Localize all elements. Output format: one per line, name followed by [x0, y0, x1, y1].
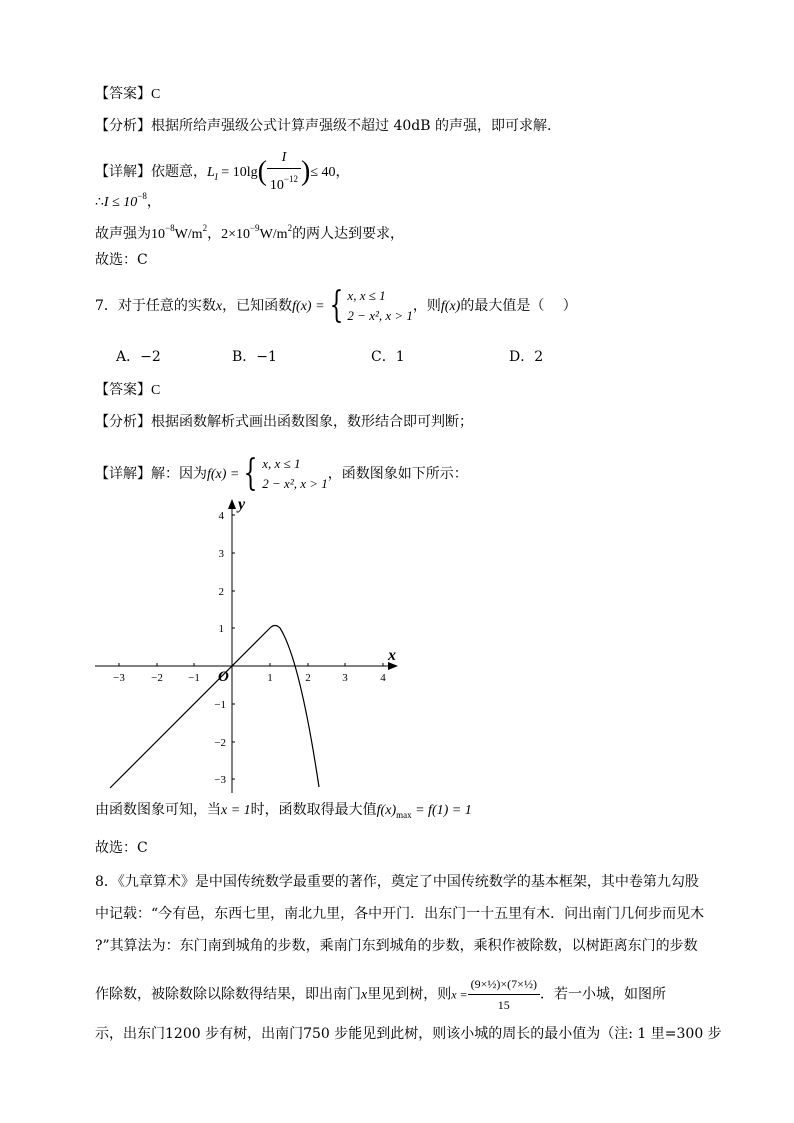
x-axis-label: x [388, 647, 396, 664]
origin-label: O [218, 669, 229, 685]
line4-a: 作除数，被除数除以除数得结果，即出南门 [95, 986, 361, 1003]
q8-frac-den: 15 [497, 998, 510, 1012]
conclusion-f: f(x) [376, 803, 397, 818]
y-tick-label: 1 [218, 623, 224, 635]
q6-therefore-line [95, 186, 161, 213]
analysis-text: 根据所给声强级公式计算声强级不超过 40dB 的声强，即可求解. [151, 118, 552, 134]
q7-stem [95, 286, 577, 326]
q6-analysis-line [95, 116, 551, 136]
brace: { [329, 285, 343, 326]
conclusion-x: x = 1 [221, 803, 251, 818]
x-tick-label: 4 [380, 672, 386, 684]
answer-value: C [151, 383, 161, 398]
piecewise-cases [262, 454, 327, 494]
option-d: D．2 [509, 349, 544, 365]
detail-fx: f(x) = [207, 467, 240, 482]
q8-line-3: ?”其算法为：东门南到城角的步数，乘南门东到城角的步数，乘积作被除数，以树距离东门的步数 [95, 938, 698, 954]
q6-choose-line: 故选：C [95, 252, 148, 268]
y-tick-label: −3 [214, 774, 226, 786]
q8-fraction [468, 974, 540, 1015]
option-b: B．−1 [232, 349, 277, 365]
q7-analysis-line [95, 412, 473, 432]
y-axis-arrow [228, 499, 236, 509]
case-1: x, x ≤ 1 [262, 456, 301, 471]
option-c: C．1 [371, 349, 405, 365]
analysis-text: 根据函数解析式画出函数图象，数形结合即可判断； [151, 414, 473, 430]
q7-fx: f(x) = [292, 299, 325, 314]
line4-xeq: x = [451, 987, 468, 1002]
q7-detail-line [95, 454, 468, 494]
q7-answer-line [95, 380, 160, 401]
conclusion-suffix: 的两人达到要求， [292, 226, 405, 242]
q7-conclusion-line [95, 800, 472, 825]
analysis-label: 【分析】 [95, 118, 151, 134]
function-graph [90, 495, 410, 795]
formula-lhs: L [207, 165, 215, 180]
x-tick-label: 3 [342, 672, 348, 684]
q7-stem-a: 7．对于任意的实数 [95, 298, 216, 314]
detail-suffix: ， [335, 164, 350, 180]
analysis-label: 【分析】 [95, 414, 151, 430]
x-tick-label: −2 [151, 672, 163, 684]
formula-eq: = 10lg [217, 165, 258, 180]
y-tick-label: 4 [218, 510, 224, 522]
frac-den: 10 [269, 178, 284, 193]
detail-a: 解：因为 [151, 466, 207, 482]
answer-label: 【答案】 [95, 382, 151, 398]
q8-line-1: 8．《九章算术》是中国传统数学最重要的著作，奠定了中国传统数学的基本框架，其中卷第九勾股 [95, 874, 699, 890]
paren-close: ) [301, 156, 311, 187]
q8-line-2: 中记载：“今有邑，东西七里，南北九里，各中开门．出东门一十五里有木．问出南门几何步而见木 [95, 906, 705, 922]
q7-stem-x: x [215, 299, 223, 314]
y-tick-label: −2 [214, 737, 226, 749]
therefore-exp: −8 [137, 191, 147, 201]
x-tick-label: 1 [267, 672, 273, 684]
conclusion-c: = f(1) = 1 [411, 803, 472, 818]
q7-stem-b: ，已知函数 [222, 298, 293, 314]
conclusion-v1: 10 [151, 227, 165, 242]
answer-label: 【答案】 [95, 86, 151, 102]
y-tick-label: −1 [214, 699, 226, 711]
brace: { [243, 453, 258, 494]
detail-label: 【详解】 [95, 466, 151, 482]
line4-b: 里见到树，则 [367, 986, 452, 1003]
x-tick-label: 2 [305, 672, 311, 684]
x-tick-label: −1 [188, 672, 200, 684]
frac-num: I [267, 148, 301, 169]
q6-conclusion-line [95, 218, 404, 245]
conclusion-v1-exp: −8 [165, 223, 175, 233]
frac-den-exp: −12 [283, 174, 298, 184]
q8-line-4 [95, 974, 666, 1015]
q7-stem-d: 的最大值是（ ） [460, 298, 577, 314]
formula-sub: I [214, 172, 218, 182]
formula-fraction [267, 148, 301, 196]
conclusion-a: 由函数图象可知，当 [95, 802, 221, 818]
y-tick-label: 3 [218, 548, 224, 560]
detail-b: ，函数图象如下所示： [327, 466, 468, 482]
y-axis-label: y [238, 496, 246, 513]
y-tick-label: 2 [218, 586, 224, 598]
formula-rhs: ≤ 40 [310, 165, 336, 180]
conclusion-unit1: W/m [174, 227, 203, 242]
q7-stem-c: ，则 [412, 298, 441, 314]
detail-prefix: 依题意， [151, 164, 207, 180]
q7-fx2: f(x) [440, 299, 461, 314]
conclusion-unit1-exp: 2 [202, 223, 208, 233]
q7-choose-line: 故选：C [95, 840, 148, 856]
case-2: 2 − x², x > 1 [262, 476, 328, 491]
conclusion-v2: 2×10 [221, 227, 250, 242]
q8-frac-num: (9×½)×(7×½) [468, 974, 540, 995]
conclusion-unit2: W/m [259, 227, 288, 242]
detail-label: 【详解】 [95, 164, 151, 180]
q6-answer-line [95, 84, 160, 105]
conclusion-max: max [396, 810, 412, 820]
q8-line-5: 示，出东门1200 步有树，出南门750 步能见到此树，则该小城的周长的最小值为（注: 1 里=300 步 [95, 1026, 722, 1042]
therefore-expr: I ≤ 10 [103, 195, 138, 210]
line4-c: ．若一小城，如图所 [539, 986, 666, 1003]
case-1: x, x ≤ 1 [347, 288, 386, 303]
therefore-symbol: ∴ [95, 194, 104, 210]
therefore-suffix: ， [146, 194, 161, 210]
conclusion-v2-exp: −9 [249, 223, 260, 233]
option-a: A．−2 [116, 349, 161, 365]
paren-open: ( [257, 156, 267, 187]
piecewise-cases [347, 286, 412, 326]
case-2: 2 − x², x > 1 [347, 308, 413, 323]
conclusion-mid: ， [207, 226, 222, 242]
conclusion-prefix: 故声强为 [95, 226, 151, 242]
answer-value: C [151, 87, 161, 102]
conclusion-b: 时，函数取得最大值 [250, 802, 377, 818]
x-tick-label: −3 [113, 672, 125, 684]
conclusion-unit2-exp: 2 [287, 223, 293, 233]
line4-x: x [361, 987, 368, 1003]
